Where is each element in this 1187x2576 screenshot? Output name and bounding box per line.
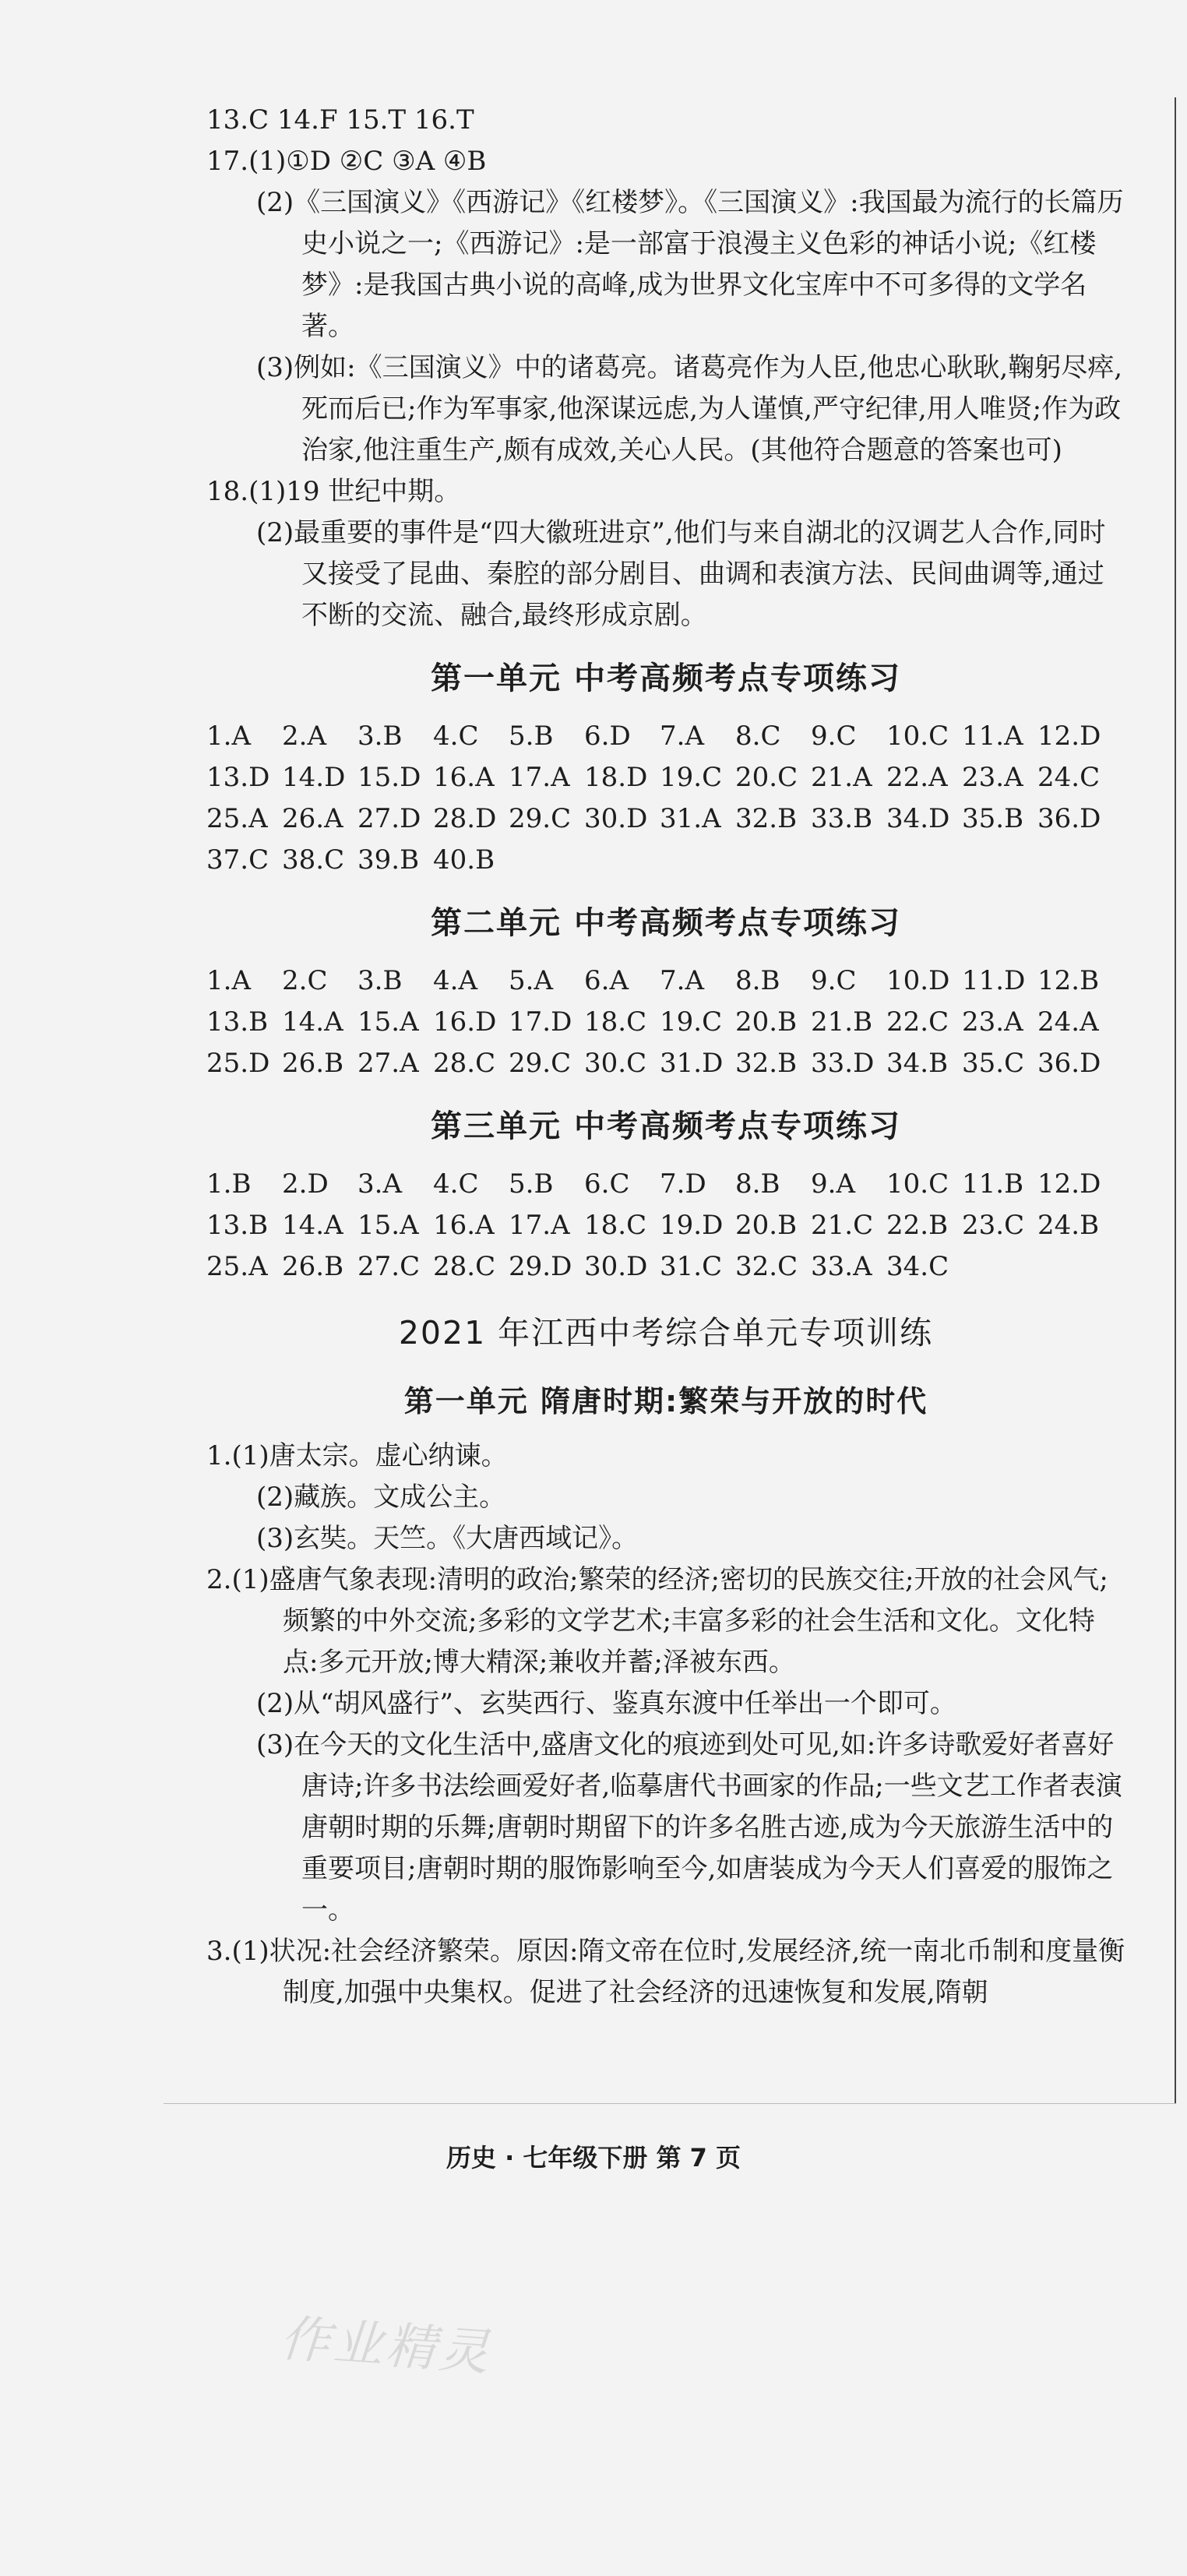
answer-item: 16.D	[433, 1006, 497, 1038]
answer-item: 8.B	[735, 1168, 780, 1200]
answer-item: 8.C	[735, 721, 781, 752]
answer-item: 15.A	[358, 1006, 419, 1038]
unit3-answer-grid	[206, 1164, 1125, 1288]
answer-item: 11.B	[962, 1168, 1024, 1200]
q17-part2-text: (2)《三国演义》《西游记》《红楼梦》。《三国演义》:我国最为流行的长篇历史小说之一;《西游记》:是一部富于浪漫主义色彩的神话小说;《红楼梦》:是我国古典小说的高峰,成为世界文化宝库中不可多得的文学名著。	[256, 187, 1124, 342]
answer-item: 35.B	[962, 803, 1024, 834]
answer-item: 19.C	[660, 762, 723, 793]
unit1-heading: 第一单元 中考高频考点专项练习	[431, 661, 901, 696]
answer-item: 19.C	[660, 1006, 723, 1038]
answer-item: 22.C	[886, 1006, 949, 1038]
answer-item: 22.B	[886, 1210, 949, 1241]
answer-item: 29.D	[509, 1251, 572, 1282]
s-q2-part1: 2.(1)盛唐气象表现:清明的政治;繁荣的经济;密切的民族交往;开放的社会风气;频繁的中外交流;多彩的文学艺术;丰富多彩的社会生活和文化。文化特点:多元开放;博大精深;兼收并蓄;泽被东西。	[206, 1564, 1108, 1678]
answer-item: 33.D	[811, 1048, 875, 1079]
q18-part2-text: (2)最重要的事件是“四大徽班进京”,他们与来自湖北的汉调艺人合作,同时又接受了昆曲、秦腔的部分剧目、曲调和表演方法、民间曲调等,通过不断的交流、融合,最终形成京剧。	[256, 517, 1106, 631]
answer-item: 1.A	[206, 965, 251, 996]
answer-item: 30.C	[584, 1048, 647, 1079]
answer-item: 34.D	[886, 803, 950, 834]
bottom-divider	[164, 2103, 1176, 2104]
answer-item: 18.C	[584, 1006, 647, 1038]
answer-item: 37.C	[206, 844, 269, 876]
answer-item: 6.D	[584, 721, 631, 752]
section-2021-title: 2021 年江西中考综合单元专项训练	[398, 1314, 934, 1351]
answer-item: 21.A	[811, 762, 872, 793]
answer-item: 16.A	[433, 1210, 495, 1241]
answer-item: 33.A	[811, 1251, 872, 1282]
answer-item: 31.D	[660, 1048, 724, 1079]
answer-item: 25.D	[206, 1048, 270, 1079]
answer-item: 3.B	[358, 965, 403, 996]
answer-item: 21.C	[811, 1210, 874, 1241]
answer-item: 20.B	[735, 1006, 798, 1038]
answer-item: 2.C	[282, 965, 328, 996]
answer-item: 2.D	[282, 1168, 329, 1200]
answer-item: 30.D	[584, 803, 648, 834]
answer-item: 23.C	[962, 1210, 1025, 1241]
answer-item: 15.D	[358, 762, 421, 793]
answer-item: 29.C	[509, 803, 572, 834]
answer-item: 26.B	[282, 1048, 344, 1079]
answer-item: 29.C	[509, 1048, 572, 1079]
answer-item: 40.B	[433, 844, 495, 876]
answer-item: 10.C	[886, 721, 949, 752]
answer-item: 27.C	[358, 1251, 421, 1282]
answer-item: 20.C	[735, 762, 798, 793]
q17-part1: 17.(1)①D ②C ③A ④B	[206, 146, 487, 177]
answer-item: 23.A	[962, 762, 1023, 793]
answer-item: 26.B	[282, 1251, 344, 1282]
answer-item: 32.B	[735, 1048, 798, 1079]
answer-item: 38.C	[282, 844, 345, 876]
answers-13-16: 13.C 14.F 15.T 16.T	[206, 104, 474, 136]
answer-item: 34.C	[886, 1251, 949, 1282]
answer-item: 4.C	[433, 1168, 479, 1200]
s-q3-part1: 3.(1)状况:社会经济繁荣。原因:隋文帝在位时,发展经济,统一南北币制和度量衡制度,加强中央集权。促进了社会经济的迅速恢复和发展,隋朝	[206, 1936, 1125, 2008]
answer-item: 3.A	[358, 1168, 402, 1200]
answer-item: 28.C	[433, 1251, 496, 1282]
answer-item: 31.C	[660, 1251, 723, 1282]
answer-item: 14.D	[282, 762, 346, 793]
answer-item: 17.A	[509, 762, 570, 793]
right-margin-rule	[1175, 97, 1176, 2103]
page-footer: 历史 · 七年级下册 第 7 页	[446, 2143, 741, 2173]
answer-item: 16.A	[433, 762, 495, 793]
answer-item: 39.B	[358, 844, 420, 876]
answer-item: 17.A	[509, 1210, 570, 1241]
answer-item: 33.B	[811, 803, 873, 834]
answer-item: 24.C	[1037, 762, 1101, 793]
answer-item: 36.D	[1037, 803, 1101, 834]
s-q1-part3: (3)玄奘。天竺。《大唐西域记》。	[256, 1523, 639, 1554]
q18-part2	[206, 513, 1125, 636]
unit2-answer-grid	[206, 960, 1125, 1084]
page-content	[206, 100, 1125, 2014]
answer-item: 18.C	[584, 1210, 647, 1241]
unit3-heading: 第三单元 中考高频考点专项练习	[431, 1108, 901, 1144]
watermark-logo: 作业精灵	[278, 2310, 494, 2383]
answer-item: 25.A	[206, 803, 268, 834]
answer-item: 5.B	[509, 1168, 554, 1200]
answer-item: 35.C	[962, 1048, 1025, 1079]
answer-item: 4.A	[433, 965, 477, 996]
answer-item: 24.A	[1037, 1006, 1099, 1038]
answer-item: 32.B	[735, 803, 798, 834]
unit2-heading: 第二单元 中考高频考点专项练习	[431, 905, 901, 941]
answer-item: 14.A	[282, 1006, 343, 1038]
answer-item: 22.A	[886, 762, 948, 793]
s-q2-part2	[206, 1683, 1125, 1725]
section-2021-subtitle: 第一单元 隋唐时期:繁荣与开放的时代	[403, 1384, 928, 1418]
answer-item: 5.A	[509, 965, 553, 996]
answer-item: 32.C	[735, 1251, 798, 1282]
answer-item: 1.A	[206, 721, 251, 752]
answer-item: 8.B	[735, 965, 780, 996]
answer-item: 7.D	[660, 1168, 706, 1200]
answer-item: 13.B	[206, 1006, 269, 1038]
answer-item: 9.C	[811, 965, 857, 996]
answer-item: 11.A	[962, 721, 1023, 752]
answer-item: 9.C	[811, 721, 857, 752]
s-q1-part1: 1.(1)唐太宗。虚心纳谏。	[206, 1440, 508, 1471]
answer-item: 12.B	[1037, 965, 1100, 996]
answer-item: 36.D	[1037, 1048, 1101, 1079]
answer-item: 27.D	[358, 803, 421, 834]
answer-item: 6.C	[584, 1168, 630, 1200]
q18-part1: 18.(1)19 世纪中期。	[206, 476, 461, 507]
answer-item: 4.C	[433, 721, 479, 752]
answer-item: 27.A	[358, 1048, 419, 1079]
answer-item: 19.D	[660, 1210, 724, 1241]
answer-item: 14.A	[282, 1210, 343, 1241]
answer-item: 31.A	[660, 803, 721, 834]
answer-item: 21.B	[811, 1006, 873, 1038]
answer-item: 12.D	[1037, 1168, 1101, 1200]
answer-item: 5.B	[509, 721, 554, 752]
answer-item: 10.D	[886, 965, 950, 996]
answer-item: 11.D	[962, 965, 1026, 996]
s-q2-part2-text: (2)从“胡风盛行”、玄奘西行、鉴真东渡中任举出一个即可。	[256, 1688, 956, 1719]
answer-item: 17.D	[509, 1006, 572, 1038]
answer-item: 6.A	[584, 965, 629, 996]
answer-item: 7.A	[660, 965, 704, 996]
answer-item: 7.A	[660, 721, 704, 752]
answer-item: 18.D	[584, 762, 648, 793]
answer-item: 12.D	[1037, 721, 1101, 752]
answer-item: 10.C	[886, 1168, 949, 1200]
q17-part3-text: (3)例如:《三国演义》中的诸葛亮。诸葛亮作为人臣,他忠心耿耿,鞠躬尽瘁,死而后已;作为军事家,他深谋远虑,为人谨慎,严守纪律,用人唯贤;作为政治家,他注重生产,颇有成效,关心人民。(其他符合题意的答案也可)	[256, 352, 1123, 466]
answer-item: 30.D	[584, 1251, 648, 1282]
answer-item: 20.B	[735, 1210, 798, 1241]
answer-item: 2.A	[282, 721, 326, 752]
answer-item: 24.B	[1037, 1210, 1100, 1241]
answer-item: 1.B	[206, 1168, 252, 1200]
q17-part3	[206, 347, 1125, 471]
answer-item: 26.A	[282, 803, 343, 834]
q17-part2	[206, 182, 1125, 347]
answer-item: 28.D	[433, 803, 497, 834]
answer-item: 13.B	[206, 1210, 269, 1241]
answer-item: 28.C	[433, 1048, 496, 1079]
answer-item: 3.B	[358, 721, 403, 752]
s-q2-part3-text: (3)在今天的文化生活中,盛唐文化的痕迹到处可见,如:许多诗歌爱好者喜好唐诗;许多书法绘画爱好者,临摹唐代书画家的作品;一些文艺工作者表演唐朝时期的乐舞;唐朝时期留下的许多名胜古迹,成为今天旅游生活中的重要项目;唐朝时期的服饰影响至今,如唐装成为今天人们喜爱的服饰之一。	[256, 1729, 1122, 1926]
s-q2-part3	[206, 1725, 1125, 1931]
answer-item: 15.A	[358, 1210, 419, 1241]
answer-item: 13.D	[206, 762, 270, 793]
answer-item: 9.A	[811, 1168, 855, 1200]
answer-item: 34.B	[886, 1048, 949, 1079]
unit1-answer-grid	[206, 716, 1125, 881]
answer-item: 23.A	[962, 1006, 1023, 1038]
answer-item: 25.A	[206, 1251, 268, 1282]
s-q1-part2: (2)藏族。文成公主。	[256, 1482, 506, 1513]
